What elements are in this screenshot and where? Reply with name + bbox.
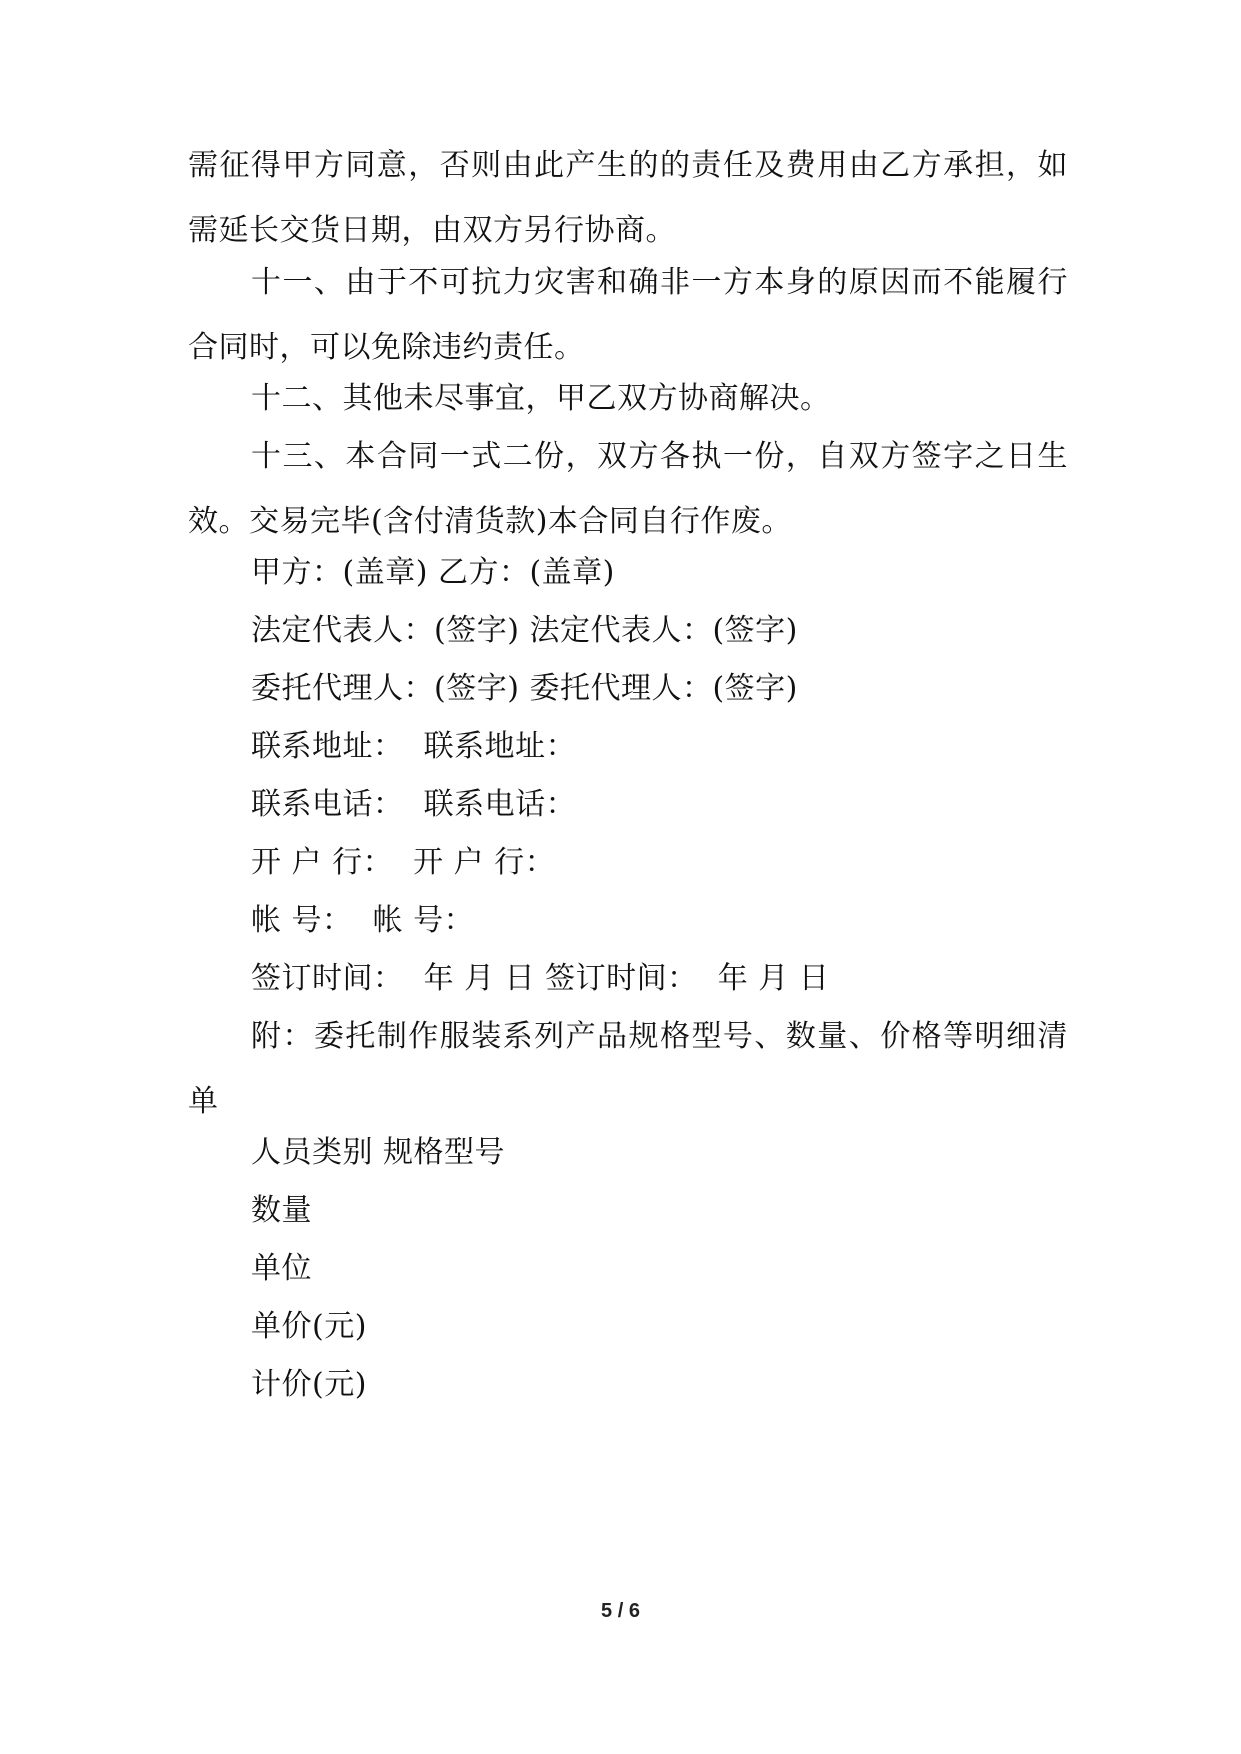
signature-legal-rep-line: 法定代表人：(签字) 法定代表人：(签字) [251,613,798,648]
attachment-field-total-price: 计价(元) [251,1367,367,1402]
contact-address-line: 联系地址： 联系地址： [251,729,577,764]
paragraph-continuation: 需征得甲方同意，否则由此产生的的责任及费用由乙方承担，如需延长交货日期，由双方另行协商。 [188,148,1068,248]
attachment-title: 附：委托制作服装系列产品规格型号、数量、价格等明细清单 [188,1019,1068,1119]
paragraph-clause-12: 十二、其他未尽事宜，甲乙双方协商解决。 [251,381,831,416]
signature-agent-line: 委托代理人：(签字) 委托代理人：(签字) [251,671,798,706]
attachment-field-category-spec: 人员类别 规格型号 [251,1135,506,1170]
account-line: 帐 号： 帐 号： [251,903,475,938]
contact-phone-line: 联系电话： 联系电话： [251,787,577,822]
bank-line: 开 户 行： 开 户 行： [251,845,556,880]
signing-date-line: 签订时间： 年 月 日 签订时间： 年 月 日 [251,961,830,996]
signature-party-line: 甲方：(盖章) 乙方：(盖章) [251,555,615,590]
paragraph-clause-11: 十一、由于不可抗力灾害和确非一方本身的原因而不能履行合同时，可以免除违约责任。 [188,265,1068,365]
paragraph-clause-13: 十三、本合同一式二份，双方各执一份，自双方签字之日生效。交易完毕(含付清货款)本合同自行作废。 [188,439,1068,539]
attachment-field-unit: 单位 [251,1251,312,1286]
page-number: 5 / 6 [601,1600,640,1622]
attachment-field-unit-price: 单价(元) [251,1309,367,1344]
attachment-field-quantity: 数量 [251,1193,312,1228]
